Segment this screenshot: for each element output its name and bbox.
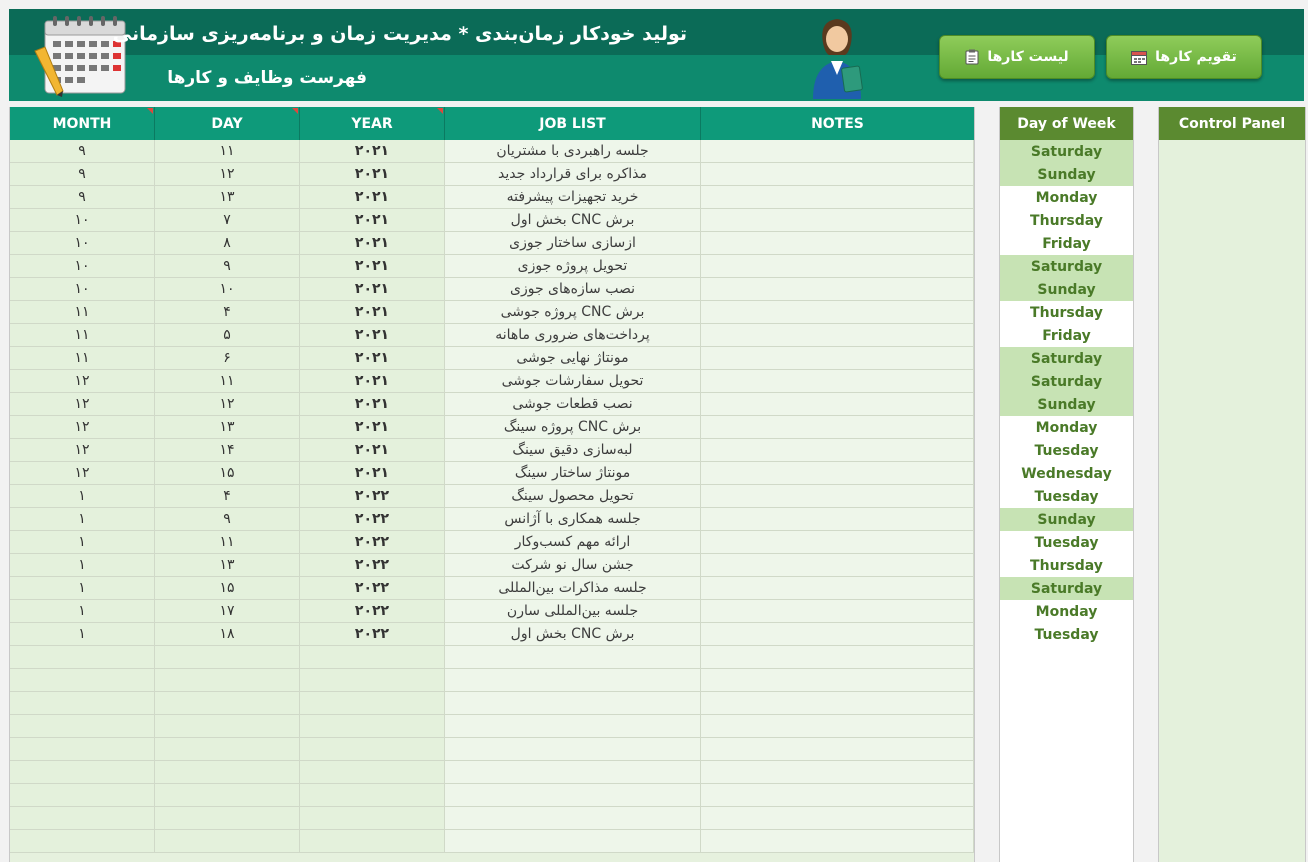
day-of-week-list bbox=[1000, 140, 1133, 646]
table-row bbox=[10, 140, 974, 163]
year-cell[interactable]: ۲۰۲۲ bbox=[300, 554, 445, 577]
day-of-week-cell: Saturday bbox=[1000, 347, 1133, 370]
empty-year-cell[interactable] bbox=[300, 761, 445, 784]
day-cell[interactable]: ۵ bbox=[155, 324, 300, 347]
businesswoman-icon bbox=[805, 13, 869, 99]
empty-job-cell[interactable] bbox=[445, 715, 701, 738]
month-cell[interactable]: ۱ bbox=[10, 531, 155, 554]
table-row bbox=[10, 531, 974, 554]
day-cell[interactable]: ۱۸ bbox=[155, 623, 300, 646]
notes-cell[interactable] bbox=[701, 278, 974, 301]
month-cell[interactable]: ۱۰ bbox=[10, 209, 155, 232]
empty-month-cell[interactable] bbox=[10, 761, 155, 784]
month-cell[interactable]: ۱۰ bbox=[10, 255, 155, 278]
empty-month-cell[interactable] bbox=[10, 738, 155, 761]
month-cell[interactable]: ۱ bbox=[10, 577, 155, 600]
table-row bbox=[10, 577, 974, 600]
empty-notes-cell[interactable] bbox=[701, 830, 974, 853]
comment-marker-icon bbox=[437, 108, 443, 114]
notes-cell[interactable] bbox=[701, 485, 974, 508]
table-row bbox=[10, 439, 974, 462]
day-of-week-cell: Tuesday bbox=[1034, 626, 1099, 643]
empty-notes-cell[interactable] bbox=[701, 646, 974, 669]
comment-marker-icon bbox=[292, 108, 298, 114]
day-of-week-cell: Friday bbox=[1042, 327, 1091, 344]
column-header-month-label: MONTH bbox=[52, 115, 112, 132]
empty-month-cell[interactable] bbox=[10, 807, 155, 830]
day-of-week-cell: Saturday bbox=[1000, 370, 1133, 393]
day-of-week-cell: Saturday bbox=[1000, 577, 1133, 600]
year-cell[interactable]: ۲۰۲۱ bbox=[300, 370, 445, 393]
empty-notes-cell[interactable] bbox=[701, 784, 974, 807]
month-cell[interactable]: ۱۱ bbox=[10, 347, 155, 370]
job-cell[interactable]: لبه‌سازی دقیق سینگ bbox=[445, 439, 701, 462]
month-cell[interactable]: ۱۲ bbox=[10, 370, 155, 393]
day-of-week-cell: Tuesday bbox=[1034, 442, 1099, 459]
notes-cell[interactable] bbox=[701, 416, 974, 439]
column-header-day[interactable] bbox=[155, 107, 300, 140]
year-cell[interactable]: ۲۰۲۱ bbox=[300, 209, 445, 232]
table-row bbox=[10, 255, 974, 278]
day-of-week-cell: Monday bbox=[1035, 603, 1098, 620]
year-cell[interactable]: ۲۰۲۱ bbox=[300, 278, 445, 301]
empty-table-row bbox=[10, 807, 974, 830]
month-cell[interactable]: ۱۲ bbox=[10, 393, 155, 416]
job-cell[interactable]: جلسه مذاکرات بین‌المللی bbox=[445, 577, 701, 600]
empty-table-row bbox=[10, 646, 974, 669]
empty-year-cell[interactable] bbox=[300, 692, 445, 715]
column-header-day-label: DAY bbox=[211, 115, 243, 132]
job-cell[interactable]: جلسه همکاری با آژانس bbox=[445, 508, 701, 531]
task-list-button-label: لیست کارها bbox=[987, 49, 1069, 65]
empty-day-cell[interactable] bbox=[155, 761, 300, 784]
day-of-week-cell: Sunday bbox=[1000, 393, 1133, 416]
day-cell[interactable]: ۹ bbox=[155, 255, 300, 278]
empty-notes-cell[interactable] bbox=[701, 715, 974, 738]
notes-cell[interactable] bbox=[701, 577, 974, 600]
column-header-job[interactable] bbox=[445, 107, 701, 140]
empty-notes-cell[interactable] bbox=[701, 738, 974, 761]
day-of-week-cell: Wednesday bbox=[1021, 465, 1112, 482]
notes-cell[interactable] bbox=[701, 623, 974, 646]
empty-day-cell[interactable] bbox=[155, 692, 300, 715]
notes-cell[interactable] bbox=[701, 324, 974, 347]
notes-cell[interactable] bbox=[701, 531, 974, 554]
day-cell[interactable]: ۱۵ bbox=[155, 462, 300, 485]
notes-cell[interactable] bbox=[701, 347, 974, 370]
job-cell[interactable]: تحویل سفارشات جوشی bbox=[445, 370, 701, 393]
empty-notes-cell[interactable] bbox=[701, 669, 974, 692]
table-row bbox=[10, 278, 974, 301]
day-of-week-cell: Monday bbox=[1035, 419, 1098, 436]
job-cell[interactable]: برش CNC پروژه سینگ bbox=[445, 416, 701, 439]
calendar-small-icon bbox=[1131, 50, 1147, 65]
job-cell[interactable]: مونتاژ نهایی جوشی bbox=[445, 347, 701, 370]
notes-cell[interactable] bbox=[701, 301, 974, 324]
column-header-job-label: JOB LIST bbox=[539, 115, 606, 132]
day-cell[interactable]: ۴ bbox=[155, 485, 300, 508]
day-of-week-cell: Sunday bbox=[1000, 163, 1133, 186]
year-cell[interactable]: ۲۰۲۱ bbox=[300, 140, 445, 163]
job-cell[interactable]: نصب سازه‌های جوزی bbox=[445, 278, 701, 301]
empty-job-cell[interactable] bbox=[445, 761, 701, 784]
column-header-year-label: YEAR bbox=[351, 115, 393, 132]
table-row bbox=[10, 485, 974, 508]
empty-table-row bbox=[10, 784, 974, 807]
job-cell[interactable]: تحویل پروژه جوزی bbox=[445, 255, 701, 278]
empty-month-cell[interactable] bbox=[10, 669, 155, 692]
day-of-week-cell: Thursday bbox=[1030, 212, 1103, 229]
year-cell[interactable]: ۲۰۲۱ bbox=[300, 347, 445, 370]
empty-day-cell[interactable] bbox=[155, 807, 300, 830]
month-cell[interactable]: ۱۰ bbox=[10, 278, 155, 301]
empty-month-cell[interactable] bbox=[10, 830, 155, 853]
task-list-button[interactable] bbox=[939, 35, 1095, 79]
empty-day-cell[interactable] bbox=[155, 784, 300, 807]
day-cell[interactable]: ۱۲ bbox=[155, 163, 300, 186]
table-header bbox=[10, 107, 974, 140]
day-of-week-cell: Sunday bbox=[1000, 278, 1133, 301]
day-cell[interactable]: ۱۱ bbox=[155, 531, 300, 554]
day-cell[interactable]: ۱۳ bbox=[155, 186, 300, 209]
year-cell[interactable]: ۲۰۲۱ bbox=[300, 255, 445, 278]
table-row bbox=[10, 301, 974, 324]
empty-year-cell[interactable] bbox=[300, 738, 445, 761]
empty-year-cell[interactable] bbox=[300, 669, 445, 692]
table-row bbox=[10, 416, 974, 439]
day-cell[interactable]: ۱۳ bbox=[155, 554, 300, 577]
empty-year-cell[interactable] bbox=[300, 784, 445, 807]
day-of-week-cell: Monday bbox=[1035, 189, 1098, 206]
empty-job-cell[interactable] bbox=[445, 807, 701, 830]
year-cell[interactable]: ۲۰۲۱ bbox=[300, 163, 445, 186]
empty-table-row bbox=[10, 761, 974, 784]
table-row bbox=[10, 623, 974, 646]
job-cell[interactable]: نصب قطعات جوشی bbox=[445, 393, 701, 416]
app-header bbox=[9, 9, 1304, 101]
table-row bbox=[10, 163, 974, 186]
task-table bbox=[9, 107, 975, 862]
notes-cell[interactable] bbox=[701, 209, 974, 232]
empty-year-cell[interactable] bbox=[300, 646, 445, 669]
job-cell[interactable]: ارائه مهم کسب‌وکار bbox=[445, 531, 701, 554]
month-cell[interactable]: ۱ bbox=[10, 554, 155, 577]
day-cell[interactable]: ۱۴ bbox=[155, 439, 300, 462]
notes-cell[interactable] bbox=[701, 232, 974, 255]
day-of-week-cell: Friday bbox=[1042, 235, 1091, 252]
empty-day-cell[interactable] bbox=[155, 738, 300, 761]
day-cell[interactable]: ۱۵ bbox=[155, 577, 300, 600]
month-cell[interactable]: ۱۱ bbox=[10, 301, 155, 324]
table-row bbox=[10, 462, 974, 485]
control-panel bbox=[1158, 107, 1306, 862]
job-cell[interactable]: ازسازی ساختار جوزی bbox=[445, 232, 701, 255]
empty-month-cell[interactable] bbox=[10, 646, 155, 669]
empty-month-cell[interactable] bbox=[10, 692, 155, 715]
month-cell[interactable]: ۱ bbox=[10, 600, 155, 623]
empty-month-cell[interactable] bbox=[10, 784, 155, 807]
day-of-week-cell: Tuesday bbox=[1034, 488, 1099, 505]
empty-year-cell[interactable] bbox=[300, 715, 445, 738]
month-cell[interactable]: ۱۲ bbox=[10, 439, 155, 462]
task-calendar-button[interactable] bbox=[1106, 35, 1262, 79]
day-of-week-header: Day of Week bbox=[1000, 107, 1133, 140]
empty-day-cell[interactable] bbox=[155, 646, 300, 669]
notes-cell[interactable] bbox=[701, 255, 974, 278]
notes-cell[interactable] bbox=[701, 163, 974, 186]
page-subtitle: فهرست وظایف و کارها bbox=[167, 68, 367, 88]
month-cell[interactable]: ۱ bbox=[10, 508, 155, 531]
year-cell[interactable]: ۲۰۲۱ bbox=[300, 393, 445, 416]
job-cell[interactable]: مذاکره برای قرارداد جدید bbox=[445, 163, 701, 186]
comment-marker-icon bbox=[147, 108, 153, 114]
year-cell[interactable]: ۲۰۲۲ bbox=[300, 485, 445, 508]
day-cell[interactable]: ۱۷ bbox=[155, 600, 300, 623]
day-cell[interactable]: ۸ bbox=[155, 232, 300, 255]
empty-day-cell[interactable] bbox=[155, 669, 300, 692]
table-row bbox=[10, 370, 974, 393]
year-cell[interactable]: ۲۰۲۱ bbox=[300, 186, 445, 209]
year-cell[interactable]: ۲۰۲۲ bbox=[300, 508, 445, 531]
notes-cell[interactable] bbox=[701, 462, 974, 485]
notes-cell[interactable] bbox=[701, 439, 974, 462]
table-row bbox=[10, 508, 974, 531]
year-cell[interactable]: ۲۰۲۱ bbox=[300, 462, 445, 485]
day-of-week-cell: Thursday bbox=[1030, 304, 1103, 321]
empty-month-cell[interactable] bbox=[10, 715, 155, 738]
day-cell[interactable]: ۴ bbox=[155, 301, 300, 324]
table-row bbox=[10, 554, 974, 577]
notes-cell[interactable] bbox=[701, 140, 974, 163]
empty-table-row bbox=[10, 830, 974, 853]
job-cell[interactable]: جلسه بین‌المللی سارن bbox=[445, 600, 701, 623]
job-cell[interactable]: برش CNC پروژه جوشی bbox=[445, 301, 701, 324]
year-cell[interactable]: ۲۰۲۲ bbox=[300, 531, 445, 554]
table-row bbox=[10, 600, 974, 623]
year-cell[interactable]: ۲۰۲۱ bbox=[300, 439, 445, 462]
notes-cell[interactable] bbox=[701, 393, 974, 416]
job-cell[interactable]: جشن سال نو شرکت bbox=[445, 554, 701, 577]
empty-notes-cell[interactable] bbox=[701, 761, 974, 784]
year-cell[interactable]: ۲۰۲۲ bbox=[300, 600, 445, 623]
empty-table-row bbox=[10, 738, 974, 761]
month-cell[interactable]: ۹ bbox=[10, 163, 155, 186]
day-of-week-cell: Thursday bbox=[1030, 557, 1103, 574]
table-row bbox=[10, 232, 974, 255]
empty-year-cell[interactable] bbox=[300, 830, 445, 853]
empty-day-cell[interactable] bbox=[155, 830, 300, 853]
job-cell[interactable]: جلسه راهبردی با مشتریان bbox=[445, 140, 701, 163]
table-row bbox=[10, 393, 974, 416]
notes-cell[interactable] bbox=[701, 508, 974, 531]
month-cell[interactable]: ۱ bbox=[10, 623, 155, 646]
day-of-week-cell: Tuesday bbox=[1034, 534, 1099, 551]
year-cell[interactable]: ۲۰۲۱ bbox=[300, 232, 445, 255]
day-cell[interactable]: ۱۳ bbox=[155, 416, 300, 439]
empty-table-row bbox=[10, 692, 974, 715]
day-cell[interactable]: ۱۲ bbox=[155, 393, 300, 416]
year-cell[interactable]: ۲۰۲۱ bbox=[300, 324, 445, 347]
year-cell[interactable]: ۲۰۲۲ bbox=[300, 623, 445, 646]
job-cell[interactable]: برش CNC بخش اول bbox=[445, 209, 701, 232]
month-cell[interactable]: ۱ bbox=[10, 485, 155, 508]
empty-job-cell[interactable] bbox=[445, 830, 701, 853]
job-cell[interactable]: خرید تجهیزات پیشرفته bbox=[445, 186, 701, 209]
day-cell[interactable]: ۹ bbox=[155, 508, 300, 531]
month-cell[interactable]: ۹ bbox=[10, 140, 155, 163]
empty-job-cell[interactable] bbox=[445, 692, 701, 715]
day-cell[interactable]: ۱۱ bbox=[155, 370, 300, 393]
day-cell[interactable]: ۱۰ bbox=[155, 278, 300, 301]
empty-table-row bbox=[10, 715, 974, 738]
day-cell[interactable]: ۶ bbox=[155, 347, 300, 370]
notes-cell[interactable] bbox=[701, 370, 974, 393]
notes-cell[interactable] bbox=[701, 600, 974, 623]
table-body bbox=[10, 140, 974, 853]
day-of-week-cell: Saturday bbox=[1000, 140, 1133, 163]
table-row bbox=[10, 324, 974, 347]
page-title: تولید خودکار زمان‌بندی * مدیریت زمان و برنامه‌ریزی سازمانی bbox=[112, 23, 687, 45]
job-cell[interactable]: برش CNC بخش اول bbox=[445, 623, 701, 646]
clipboard-icon bbox=[965, 49, 979, 65]
task-calendar-button-label: تقویم کارها bbox=[1155, 49, 1237, 65]
day-of-week-panel bbox=[999, 107, 1134, 862]
year-cell[interactable]: ۲۰۲۱ bbox=[300, 301, 445, 324]
day-cell[interactable]: ۱۱ bbox=[155, 140, 300, 163]
month-cell[interactable]: ۱۲ bbox=[10, 462, 155, 485]
day-of-week-cell: Sunday bbox=[1000, 508, 1133, 531]
column-header-month[interactable] bbox=[10, 107, 155, 140]
column-header-notes-label: NOTES bbox=[811, 115, 864, 132]
empty-table-row bbox=[10, 669, 974, 692]
year-cell[interactable]: ۲۰۲۱ bbox=[300, 416, 445, 439]
empty-year-cell[interactable] bbox=[300, 807, 445, 830]
notes-cell[interactable] bbox=[701, 554, 974, 577]
year-cell[interactable]: ۲۰۲۲ bbox=[300, 577, 445, 600]
month-cell[interactable]: ۱۱ bbox=[10, 324, 155, 347]
table-row bbox=[10, 209, 974, 232]
month-cell[interactable]: ۱۲ bbox=[10, 416, 155, 439]
day-of-week-cell: Saturday bbox=[1000, 255, 1133, 278]
job-cell[interactable]: تحویل محصول سینگ bbox=[445, 485, 701, 508]
control-panel-header[interactable]: Control Panel bbox=[1159, 107, 1305, 140]
empty-notes-cell[interactable] bbox=[701, 807, 974, 830]
table-row bbox=[10, 347, 974, 370]
job-cell[interactable]: مونتاژ ساختار سینگ bbox=[445, 462, 701, 485]
column-header-year[interactable] bbox=[300, 107, 445, 140]
job-cell[interactable]: پرداخت‌های ضروری ماهانه bbox=[445, 324, 701, 347]
table-row bbox=[10, 186, 974, 209]
empty-notes-cell[interactable] bbox=[701, 692, 974, 715]
empty-job-cell[interactable] bbox=[445, 646, 701, 669]
notes-cell[interactable] bbox=[701, 186, 974, 209]
month-cell[interactable]: ۹ bbox=[10, 186, 155, 209]
day-cell[interactable]: ۷ bbox=[155, 209, 300, 232]
empty-job-cell[interactable] bbox=[445, 738, 701, 761]
month-cell[interactable]: ۱۰ bbox=[10, 232, 155, 255]
column-header-notes[interactable] bbox=[701, 107, 974, 140]
empty-job-cell[interactable] bbox=[445, 784, 701, 807]
empty-day-cell[interactable] bbox=[155, 715, 300, 738]
empty-job-cell[interactable] bbox=[445, 669, 701, 692]
